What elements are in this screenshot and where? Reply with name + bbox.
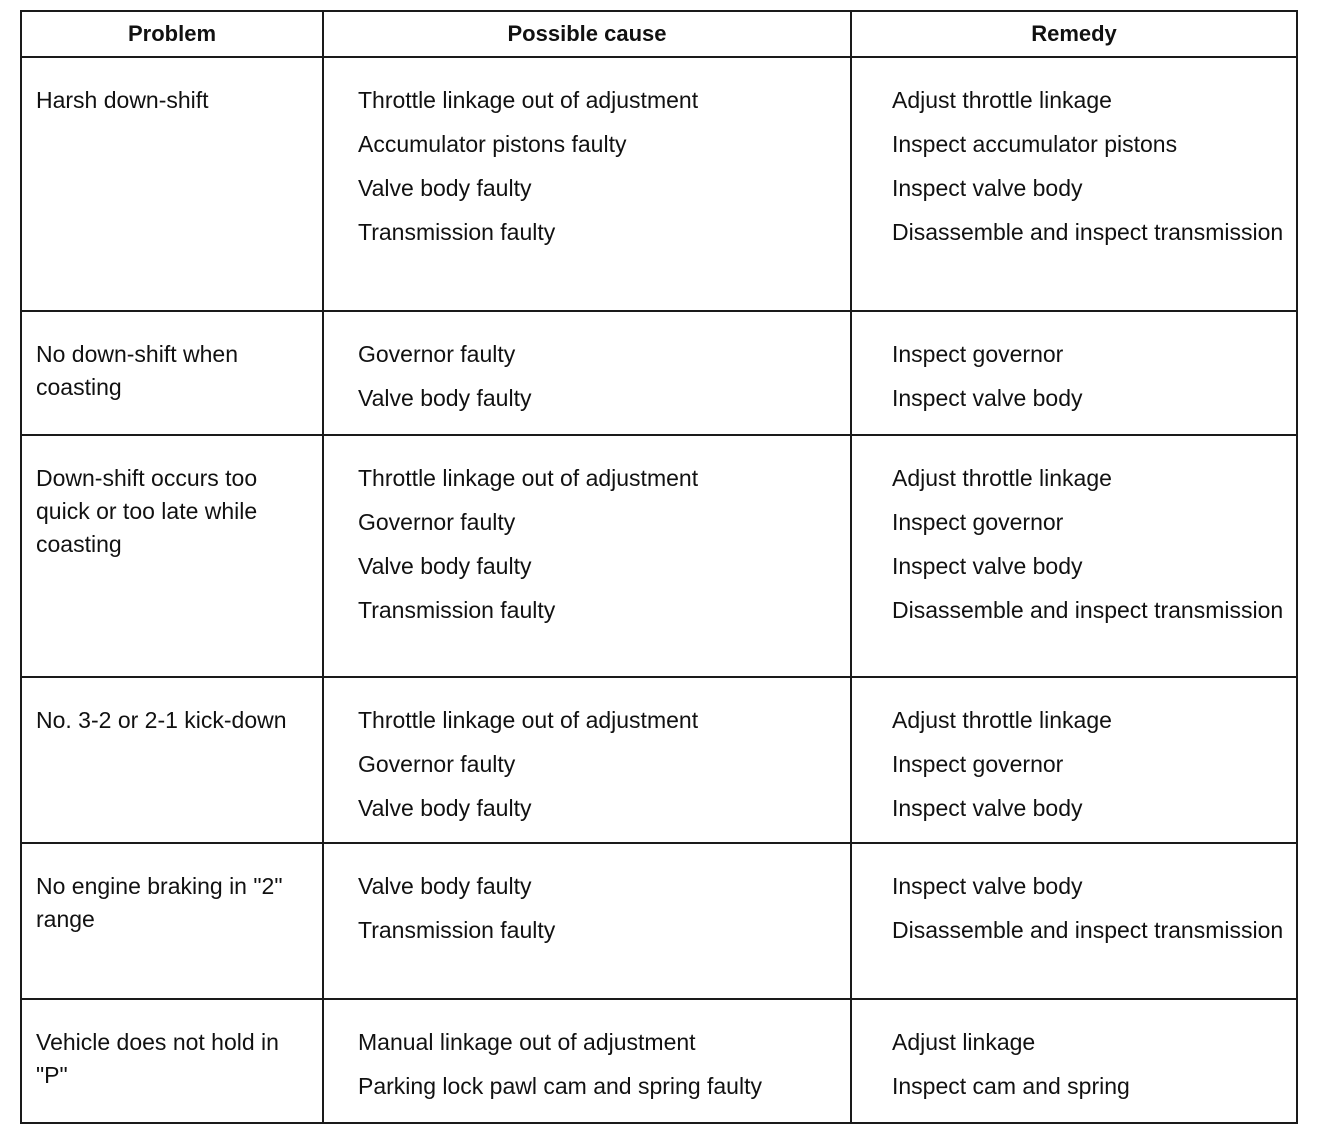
remedy-item: Inspect accumulator pistons xyxy=(892,131,1178,157)
cause-item: Transmission faulty xyxy=(358,917,556,943)
header-problem: Problem xyxy=(21,11,323,57)
cause-item: Transmission faulty xyxy=(358,219,556,245)
header-row xyxy=(21,11,1297,57)
remedy-item: Adjust throttle linkage xyxy=(892,707,1112,733)
header-remedy: Remedy xyxy=(851,11,1297,57)
table-row xyxy=(21,435,1297,677)
problem-text: No down-shift when coasting xyxy=(36,341,238,400)
problem-text: Vehicle does not hold in "P" xyxy=(36,1029,279,1088)
remedy-item: Disassemble and inspect transmission xyxy=(892,917,1284,943)
cause-item: Throttle linkage out of adjustment xyxy=(358,707,699,733)
problem-cell xyxy=(21,843,323,999)
remedy-item: Inspect valve body xyxy=(892,795,1083,821)
remedy-item: Disassemble and inspect transmission xyxy=(892,597,1284,623)
cause-item: Governor faulty xyxy=(358,509,516,535)
remedy-cell xyxy=(851,677,1297,843)
cause-item: Manual linkage out of adjustment xyxy=(358,1029,696,1055)
table-row xyxy=(21,677,1297,843)
problem-cell xyxy=(21,435,323,677)
problem-text: No engine braking in "2" range xyxy=(36,873,283,932)
remedy-item: Inspect cam and spring xyxy=(892,1073,1130,1099)
problem-cell xyxy=(21,999,323,1123)
cause-item: Throttle linkage out of adjustment xyxy=(358,465,699,491)
cause-item: Governor faulty xyxy=(358,751,516,777)
remedy-cell xyxy=(851,57,1297,311)
cause-cell xyxy=(323,57,851,311)
table-row xyxy=(21,843,1297,999)
cause-item: Valve body faulty xyxy=(358,175,532,201)
remedy-item: Adjust throttle linkage xyxy=(892,87,1112,113)
problem-cell xyxy=(21,311,323,435)
problem-text: Down-shift occurs too quick or too late while coasting xyxy=(36,465,258,557)
remedy-item: Inspect governor xyxy=(892,509,1064,535)
cause-item: Parking lock pawl cam and spring faulty xyxy=(358,1073,762,1099)
cause-cell xyxy=(323,435,851,677)
table-row xyxy=(21,999,1297,1123)
cause-item: Governor faulty xyxy=(358,341,516,367)
table-row xyxy=(21,311,1297,435)
problem-cell xyxy=(21,57,323,311)
remedy-item: Inspect governor xyxy=(892,751,1064,777)
problem-cell xyxy=(21,677,323,843)
cause-item: Valve body faulty xyxy=(358,385,532,411)
remedy-cell xyxy=(851,999,1297,1123)
cause-cell xyxy=(323,999,851,1123)
remedy-item: Inspect valve body xyxy=(892,385,1083,411)
remedy-cell xyxy=(851,311,1297,435)
remedy-item: Inspect valve body xyxy=(892,175,1083,201)
cause-item: Transmission faulty xyxy=(358,597,556,623)
remedy-item: Inspect governor xyxy=(892,341,1064,367)
cause-cell xyxy=(323,677,851,843)
cause-cell xyxy=(323,311,851,435)
problem-text: No. 3-2 or 2-1 kick-down xyxy=(36,707,287,733)
remedy-cell xyxy=(851,435,1297,677)
cause-item: Valve body faulty xyxy=(358,873,532,899)
problem-text: Harsh down-shift xyxy=(36,87,209,113)
remedy-item: Inspect valve body xyxy=(892,553,1083,579)
cause-cell xyxy=(323,843,851,999)
remedy-cell xyxy=(851,843,1297,999)
remedy-item: Inspect valve body xyxy=(892,873,1083,899)
table-row xyxy=(21,57,1297,311)
troubleshooting-sheet xyxy=(20,10,1296,1102)
header-possible-cause: Possible cause xyxy=(323,11,851,57)
remedy-item: Disassemble and inspect transmission xyxy=(892,219,1284,245)
cause-item: Valve body faulty xyxy=(358,553,532,579)
troubleshooting-table xyxy=(20,10,1298,1124)
cause-item: Accumulator pistons faulty xyxy=(358,131,627,157)
remedy-item: Adjust linkage xyxy=(892,1029,1036,1055)
remedy-item: Adjust throttle linkage xyxy=(892,465,1112,491)
cause-item: Valve body faulty xyxy=(358,795,532,821)
cause-item: Throttle linkage out of adjustment xyxy=(358,87,699,113)
